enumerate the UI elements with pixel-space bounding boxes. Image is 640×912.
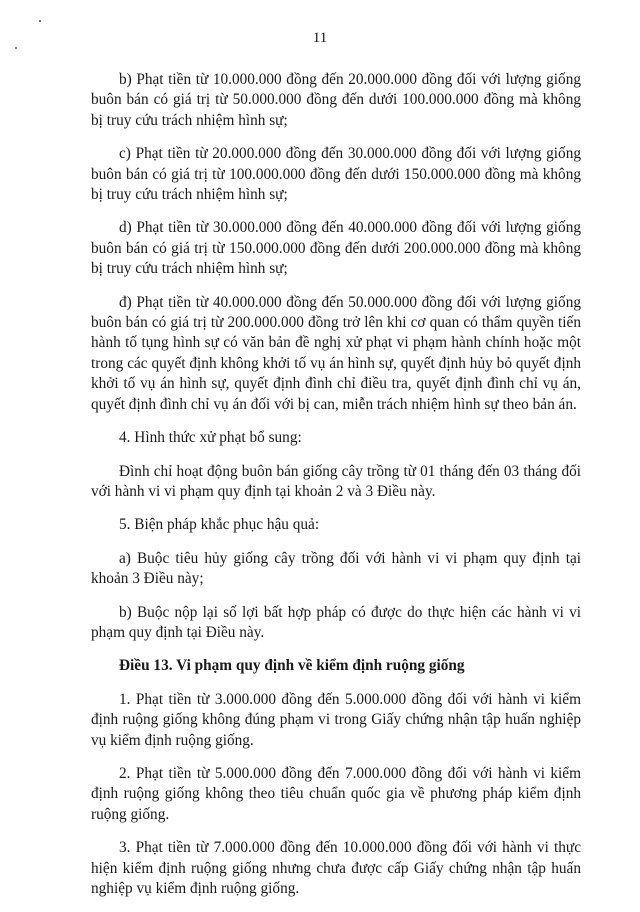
scan-speck: [39, 20, 41, 22]
article-13-clause-3: 3. Phạt tiền từ 7.000.000 đồng đến 10.000.000 đồng đối với hành vi thực hiện kiểm định ruộng giống nhưng chưa được cấp Giấy chứng nhận tập huấn nghiệp vụ kiểm định ruộng giống.: [91, 839, 581, 897]
article-13-clause-1: 1. Phạt tiền từ 3.000.000 đồng đến 5.000.000 đồng đối với hành vi kiểm định ruộng giống không đúng phạm vi trong Giấy chứng nhận tập huấn nghiệp vụ kiểm định ruộng giống.: [91, 690, 581, 749]
section-4-text: Đình chỉ hoạt động buôn bán giống cây trồng từ 01 tháng đến 03 tháng đối với hành vi vi phạm quy định tại khoản 2 và 3 Điều này.: [91, 462, 581, 500]
clause-b: b) Phạt tiền từ 10.000.000 đồng đến 20.000.000 đồng đối với lượng giống buôn bán có giá trị từ 50.000.000 đồng đến dưới 100.000.000 đồng mà không bị truy cứu trách nhiệm hình sự;: [91, 71, 581, 129]
article-13-heading: Điều 13. Vi phạm quy định về kiểm định ruộng giống: [119, 657, 465, 675]
page-number: 11: [312, 30, 328, 46]
clause-c: c) Phạt tiền từ 20.000.000 đồng đến 30.000.000 đồng đối với lượng giống buôn bán có giá trị từ 100.000.000 đồng đến dưới 150.000.000 đồng mà không bị truy cứu trách nhiệm hình sự;: [91, 145, 581, 204]
scan-speck: [15, 47, 17, 49]
remedy-b: b) Buộc nộp lại số lợi bất hợp pháp có được do thực hiện các hành vi vi phạm quy định tại Điều này.: [91, 603, 581, 641]
section-5-title: 5. Biện pháp khắc phục hậu quả:: [119, 516, 320, 534]
section-4-title: 4. Hình thức xử phạt bổ sung:: [119, 429, 302, 447]
remedy-a: a) Buộc tiêu hủy giống cây trồng đối với hành vi vi phạm quy định tại khoản 3 Điều này;: [91, 549, 581, 588]
article-13-clause-2: 2. Phạt tiền từ 5.000.000 đồng đến 7.000.000 đồng đối với hành vi kiểm định ruộng giống không theo tiêu chuẩn quốc gia về phương pháp kiểm định ruộng giống.: [91, 764, 581, 823]
clause-d: d) Phạt tiền từ 30.000.000 đồng đến 40.000.000 đồng đối với lượng giống buôn bán có giá trị từ 150.000.000 đồng đến dưới 200.000.000 đồng mà không bị truy cứu trách nhiệm hình sự;: [91, 219, 581, 278]
document-body: [91, 70, 581, 912]
clause-dd: đ) Phạt tiền từ 40.000.000 đồng đến 50.000.000 đồng đối với lượng giống buôn bán có giá trị từ 200.000.000 đồng trở lên khi cơ quan có thẩm quyền tiến hành tố tụng hình sự có văn bản đề nghị xử phạt vi phạm hành chính hoặc một trong các quyết định không khởi tố vụ án hình sự, quyết định hủy bỏ quyết định khởi tố vụ án hình sự, quyết định đình chỉ điều tra, quyết định đình chỉ vụ án, quyết định đình chỉ vụ án đối với bị can, miễn trách nhiệm hình sự theo bản án.: [91, 293, 581, 413]
